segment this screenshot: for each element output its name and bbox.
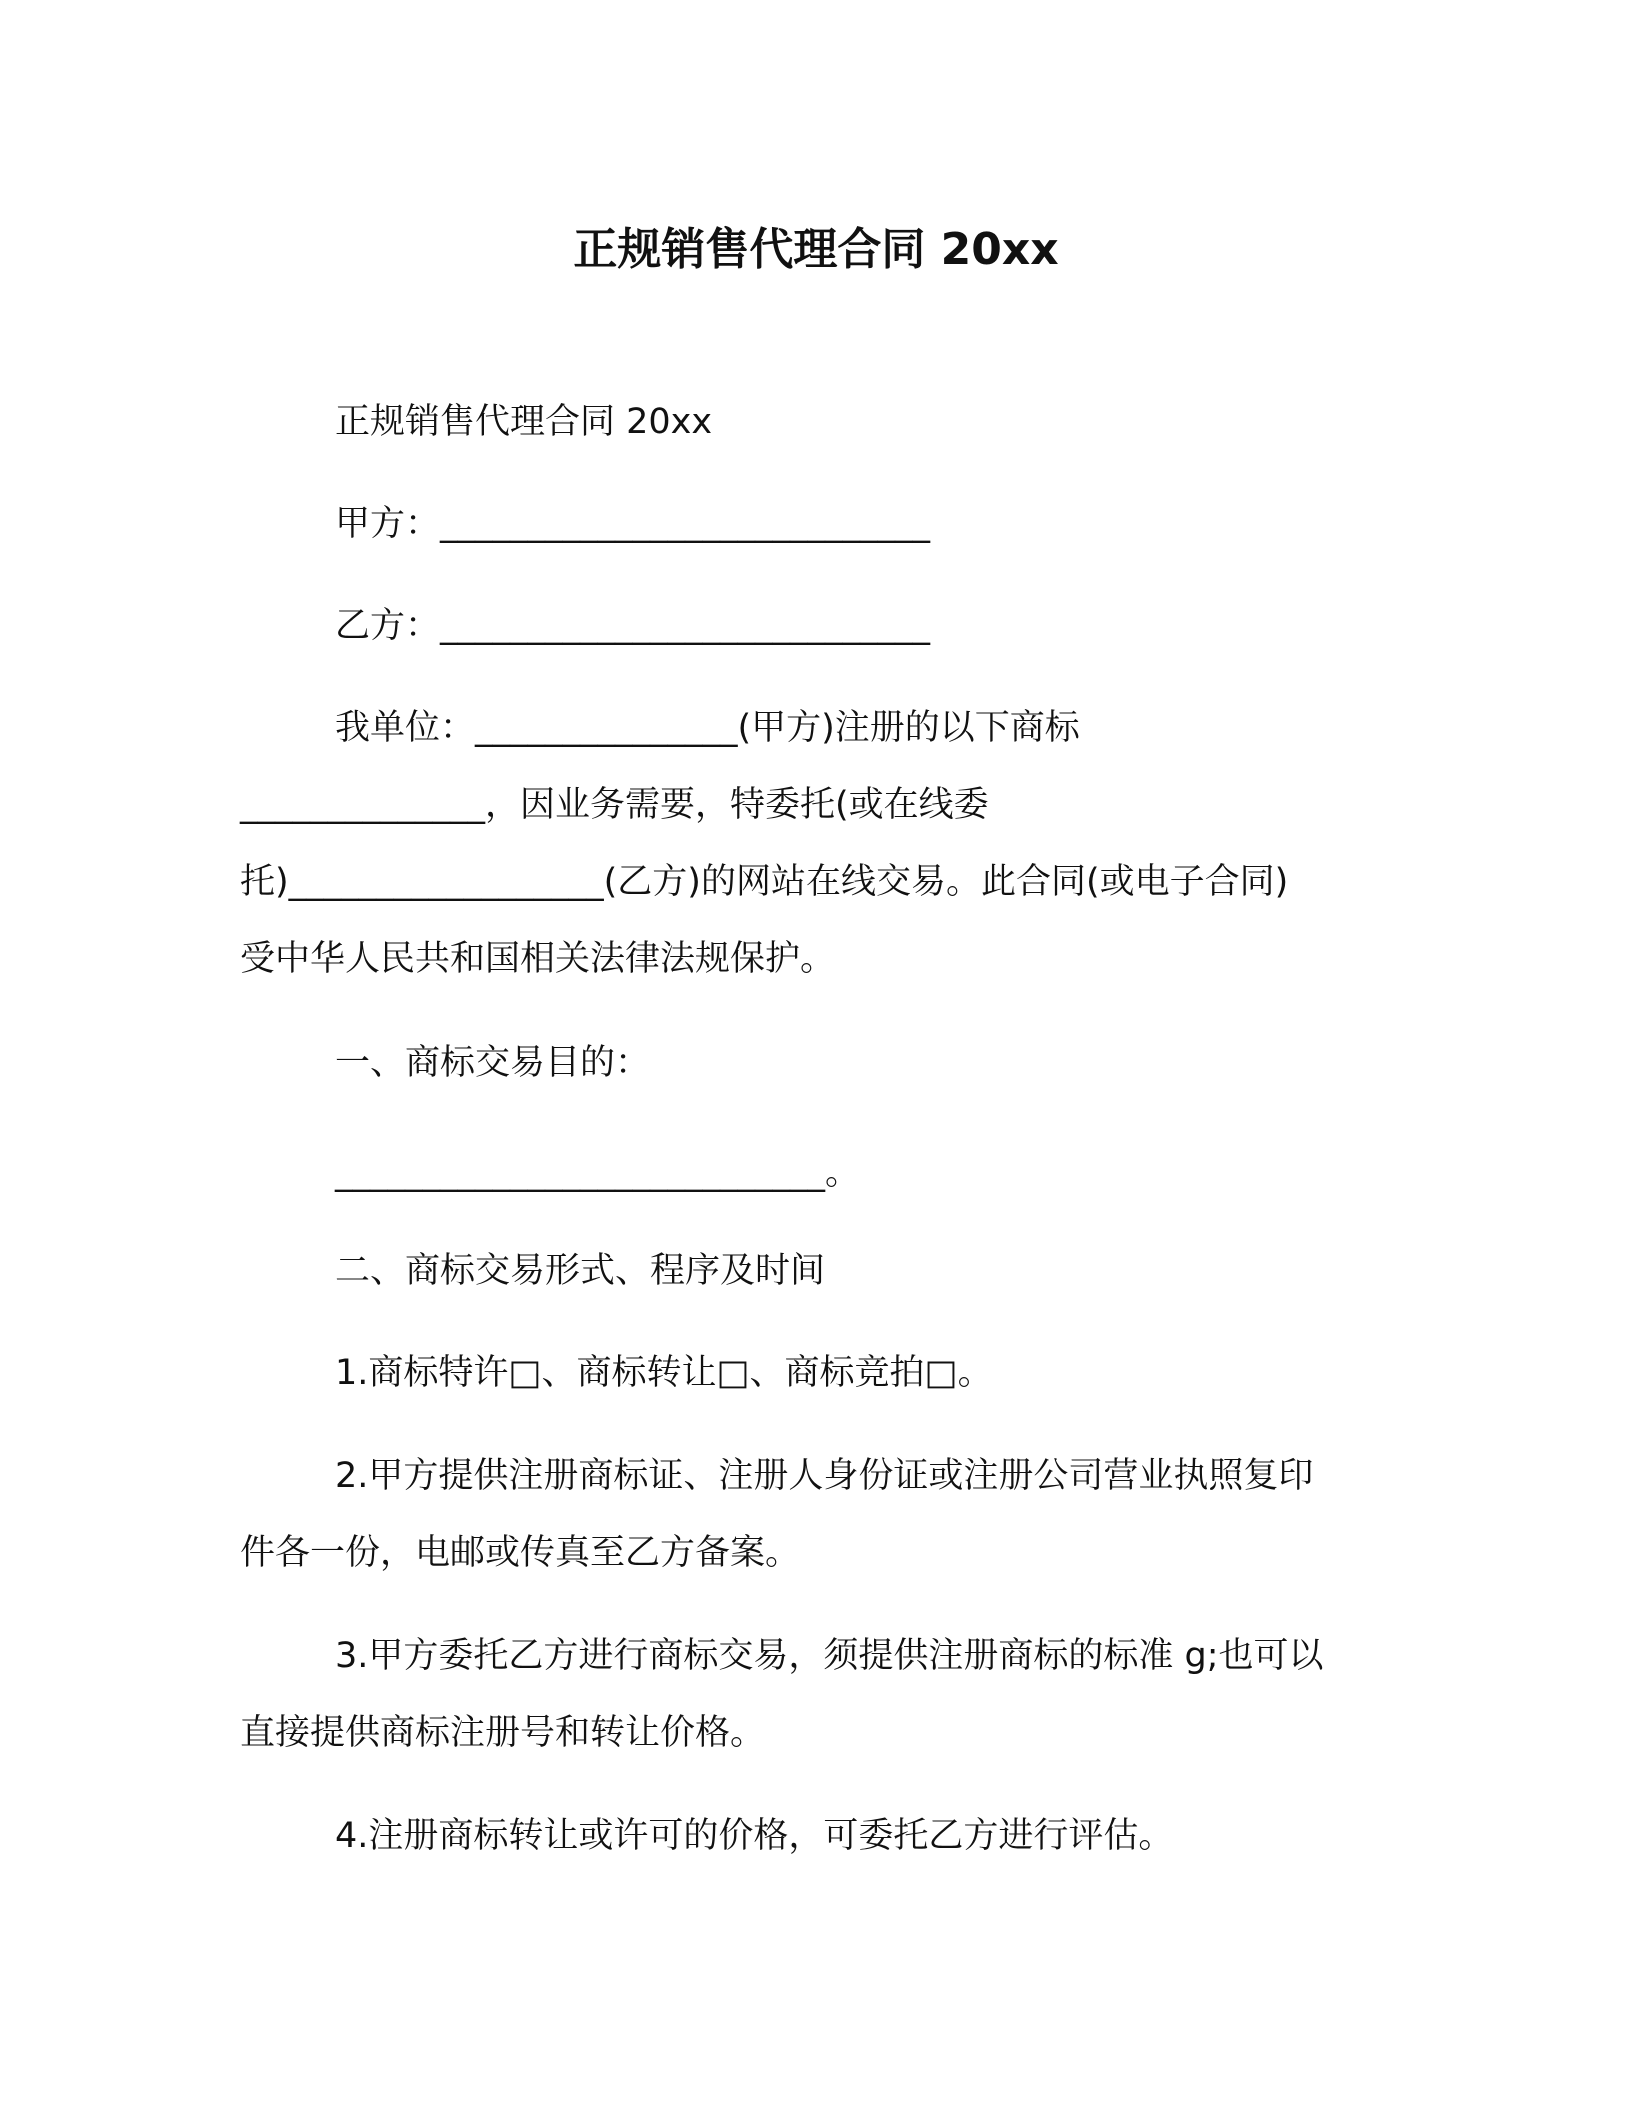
intro-line-1: 我单位：_______________(甲方)注册的以下商标 (335, 708, 1080, 748)
item-3-line-1: 3.甲方委托乙方进行商标交易，须提供注册商标的标准 g;也可以 (335, 1636, 1324, 1676)
intro-line-3: 托)__________________(乙方)的网站在线交易。此合同(或电子合同) (240, 862, 1289, 902)
item-1: 1.商标特许□、商标转让□、商标竞拍□。 (335, 1353, 993, 1393)
party-a-line: 甲方：____________________________ (335, 504, 931, 544)
intro-line-2: ______________，因业务需要，特委托(或在线委 (240, 785, 989, 825)
document-title: 正规销售代理合同 20xx (573, 224, 1059, 275)
section1-blank-line: ____________________________。 (335, 1153, 861, 1193)
party-b-line: 乙方：____________________________ (335, 606, 931, 646)
item-4: 4.注册商标转让或许可的价格，可委托乙方进行评估。 (335, 1816, 1174, 1856)
section2-heading: 二、商标交易形式、程序及时间 (335, 1251, 826, 1291)
document-subtitle: 正规销售代理合同 20xx (335, 402, 713, 442)
intro-line-4: 受中华人民共和国相关法律法规保护。 (240, 939, 836, 979)
item-2-line-2: 件各一份，电邮或传真至乙方备案。 (240, 1533, 801, 1573)
item-2-line-1: 2.甲方提供注册商标证、注册人身份证或注册公司营业执照复印 (335, 1456, 1314, 1496)
item-3-line-2: 直接提供商标注册号和转让价格。 (240, 1713, 766, 1753)
section1-heading: 一、商标交易目的： (335, 1043, 651, 1083)
